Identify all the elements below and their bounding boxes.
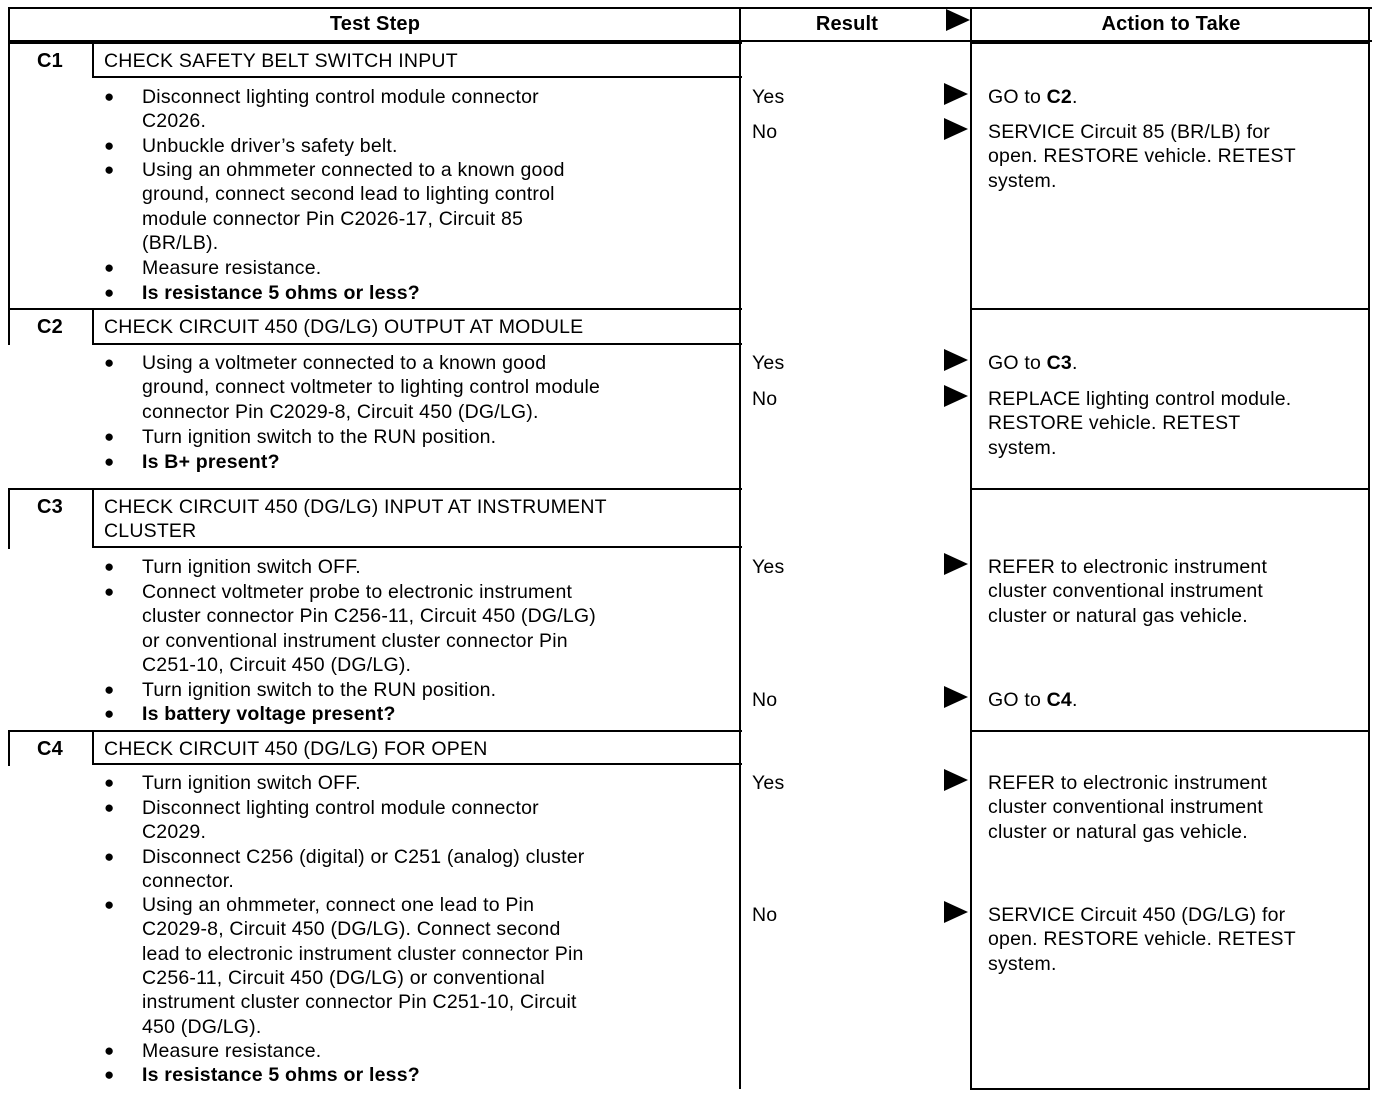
goto-step-ref: C4 bbox=[1046, 689, 1072, 711]
step-question: Is battery voltage present? bbox=[142, 703, 396, 725]
step-instruction: Disconnect C256 (digital) or C251 (analog) cluster bbox=[142, 846, 585, 868]
action-segment: cluster conventional instrument bbox=[988, 796, 1264, 819]
bullet-icon: ● bbox=[104, 160, 115, 179]
action-divider bbox=[970, 7, 972, 1089]
bullet-icon: ● bbox=[104, 283, 115, 302]
action-segment: system. bbox=[988, 436, 1057, 459]
action-text bbox=[988, 688, 1078, 712]
action-segment: . bbox=[1071, 86, 1078, 108]
bullet-icon: ● bbox=[104, 427, 115, 446]
action-text bbox=[988, 604, 1248, 628]
step-instruction: cluster connector Pin C256-11, Circuit 450 (DG/LG) bbox=[142, 605, 596, 628]
step-instruction: Using an ohmmeter connected to a known good bbox=[142, 159, 565, 181]
step-c2-top-rule bbox=[8, 308, 742, 310]
bullet-icon: ● bbox=[104, 1041, 115, 1060]
action-text bbox=[988, 579, 1263, 603]
step-instruction: 450 (DG/LG). bbox=[142, 1015, 262, 1038]
step-instruction: Connect voltmeter probe to electronic instrument bbox=[142, 581, 573, 603]
step-instruction: Using a voltmeter connected to a known good bbox=[142, 352, 547, 374]
pointer-arrow-icon bbox=[944, 385, 968, 407]
step-instruction: Unbuckle driver’s safety belt. bbox=[142, 135, 398, 157]
header-result: Result bbox=[815, 13, 879, 35]
step-instruction: C2029-8, Circuit 450 (DG/LG). Connect second bbox=[142, 918, 561, 941]
step-question: Is resistance 5 ohms or less? bbox=[142, 282, 420, 304]
action-segment: REPLACE lighting control module. bbox=[988, 388, 1292, 410]
step-question: Is resistance 5 ohms or less? bbox=[142, 1064, 420, 1086]
bullet-icon: ● bbox=[104, 87, 115, 106]
step-id-divider bbox=[92, 308, 94, 344]
step-instruction: Measure resistance. bbox=[142, 257, 322, 279]
result-no-label: No bbox=[752, 904, 778, 926]
result-yes-label: Yes bbox=[752, 86, 785, 108]
step-instruction: Turn ignition switch to the RUN position. bbox=[142, 426, 497, 448]
step-title-rule bbox=[92, 763, 742, 765]
pointer-arrow-icon bbox=[944, 553, 968, 575]
step-instruction: Using an ohmmeter, connect one lead to Pin bbox=[142, 894, 535, 916]
action-text bbox=[988, 85, 1078, 109]
header-action: Action to Take bbox=[1101, 13, 1241, 35]
action-segment: open. RESTORE vehicle. RETEST bbox=[988, 928, 1296, 951]
goto-step-ref: C3 bbox=[1046, 352, 1072, 374]
action-text bbox=[988, 387, 1291, 411]
step-instruction: C2026. bbox=[142, 110, 207, 133]
right-border bbox=[1368, 7, 1370, 1089]
result-no-label: No bbox=[752, 689, 778, 711]
pointer-arrow-icon bbox=[944, 769, 968, 791]
step-title-rule bbox=[92, 546, 742, 548]
action-segment: cluster conventional instrument bbox=[988, 580, 1264, 603]
step-instruction: Turn ignition switch OFF. bbox=[142, 556, 361, 578]
action-segment: GO to bbox=[988, 689, 1047, 711]
header-test-step: Test Step bbox=[329, 13, 421, 35]
action-text bbox=[988, 820, 1248, 844]
action-text bbox=[988, 952, 1057, 976]
step-instruction: Turn ignition switch OFF. bbox=[142, 772, 361, 794]
pointer-arrow-icon bbox=[946, 9, 970, 31]
step-instruction: connector. bbox=[142, 870, 234, 893]
bullet-icon: ● bbox=[104, 136, 115, 155]
action-segment: GO to bbox=[988, 352, 1047, 374]
action-segment: system. bbox=[988, 169, 1057, 192]
step-title-rule bbox=[92, 76, 742, 78]
action-text bbox=[988, 771, 1267, 795]
step-instruction: instrument cluster connector Pin C251-10, Circuit bbox=[142, 991, 577, 1014]
step-instruction: connector Pin C2029-8, Circuit 450 (DG/LG). bbox=[142, 400, 539, 423]
pointer-arrow-icon bbox=[944, 83, 968, 105]
step-title: CHECK CIRCUIT 450 (DG/LG) INPUT AT INSTRUMENT bbox=[104, 496, 607, 518]
step-id: C4 bbox=[37, 738, 63, 760]
step-title-rule bbox=[92, 343, 742, 345]
bullet-icon: ● bbox=[104, 452, 115, 471]
action-segment: cluster or natural gas vehicle. bbox=[988, 820, 1248, 843]
bottom-rule bbox=[970, 1088, 1370, 1090]
action-text bbox=[988, 555, 1267, 579]
action-segment: REFER to electronic instrument bbox=[988, 772, 1268, 794]
step-instruction: Disconnect lighting control module connector bbox=[142, 797, 539, 819]
step-title: CHECK CIRCUIT 450 (DG/LG) FOR OPEN bbox=[104, 738, 488, 760]
bullet-icon: ● bbox=[104, 353, 115, 372]
step-instruction: lead to electronic instrument cluster connector Pin bbox=[142, 942, 584, 965]
result-divider bbox=[739, 7, 741, 1089]
step-instruction: Disconnect lighting control module connector bbox=[142, 86, 539, 108]
step-instruction: C256-11, Circuit 450 (DG/LG) or conventional bbox=[142, 966, 545, 989]
pointer-arrow-icon bbox=[944, 901, 968, 923]
action-text bbox=[988, 927, 1296, 951]
result-no-label: No bbox=[752, 388, 778, 410]
action-segment: SERVICE Circuit 450 (DG/LG) for bbox=[988, 904, 1286, 926]
step-title: CHECK SAFETY BELT SWITCH INPUT bbox=[104, 50, 458, 72]
step-instruction: ground, connect voltmeter to lighting control module bbox=[142, 376, 601, 399]
step-title: CHECK CIRCUIT 450 (DG/LG) OUTPUT AT MODULE bbox=[104, 316, 584, 338]
bullet-icon: ● bbox=[104, 798, 115, 817]
header-top-rule bbox=[8, 7, 1372, 9]
action-segment: . bbox=[1071, 689, 1078, 711]
action-segment: SERVICE Circuit 85 (BR/LB) for bbox=[988, 121, 1270, 143]
step-id-divider bbox=[92, 42, 94, 78]
action-row-rule bbox=[970, 730, 1370, 732]
step-c3-top-rule bbox=[8, 488, 742, 490]
step-instruction: C2029. bbox=[142, 821, 207, 844]
action-row-rule bbox=[970, 308, 1370, 310]
goto-step-ref: C2 bbox=[1046, 86, 1072, 108]
step-id-divider bbox=[92, 488, 94, 548]
pointer-arrow-icon bbox=[944, 118, 968, 140]
bullet-icon: ● bbox=[104, 847, 115, 866]
action-segment: open. RESTORE vehicle. RETEST bbox=[988, 145, 1296, 168]
step-id: C3 bbox=[37, 496, 63, 518]
step-instruction: Measure resistance. bbox=[142, 1040, 322, 1062]
action-segment: REFER to electronic instrument bbox=[988, 556, 1268, 578]
action-text bbox=[988, 351, 1078, 375]
bullet-icon: ● bbox=[104, 557, 115, 576]
action-segment: . bbox=[1071, 352, 1078, 374]
step-question: Is B+ present? bbox=[142, 451, 280, 473]
action-row-rule bbox=[970, 42, 1370, 44]
action-text bbox=[988, 436, 1057, 460]
action-text bbox=[988, 169, 1057, 193]
action-text bbox=[988, 411, 1240, 435]
result-yes-label: Yes bbox=[752, 352, 785, 374]
bullet-icon: ● bbox=[104, 704, 115, 723]
bullet-icon: ● bbox=[104, 1065, 115, 1084]
step-c4-top-rule bbox=[8, 730, 742, 732]
action-text bbox=[988, 795, 1263, 819]
step-c1-top-rule bbox=[8, 42, 742, 44]
step-id: C2 bbox=[37, 316, 63, 338]
action-text bbox=[988, 120, 1270, 144]
step-id: C1 bbox=[37, 50, 63, 72]
action-segment: system. bbox=[988, 952, 1057, 975]
result-yes-label: Yes bbox=[752, 556, 785, 578]
result-no-label: No bbox=[752, 121, 778, 143]
action-text bbox=[988, 144, 1296, 168]
action-segment: cluster or natural gas vehicle. bbox=[988, 604, 1248, 627]
step-title: CLUSTER bbox=[104, 520, 197, 543]
action-segment: RESTORE vehicle. RETEST bbox=[988, 412, 1241, 435]
bullet-icon: ● bbox=[104, 680, 115, 699]
bullet-icon: ● bbox=[104, 258, 115, 277]
step-instruction: C251-10, Circuit 450 (DG/LG). bbox=[142, 653, 412, 676]
action-row-rule bbox=[970, 488, 1370, 490]
step-instruction: module connector Pin C2026-17, Circuit 85 bbox=[142, 207, 524, 230]
step-instruction: Turn ignition switch to the RUN position. bbox=[142, 679, 497, 701]
step-id-divider bbox=[92, 730, 94, 765]
step-instruction: ground, connect second lead to lighting control bbox=[142, 183, 555, 206]
step-instruction: (BR/LB). bbox=[142, 231, 219, 254]
pointer-arrow-icon bbox=[944, 349, 968, 371]
step-instruction: or conventional instrument cluster connector Pin bbox=[142, 629, 568, 652]
pointer-arrow-icon bbox=[944, 686, 968, 708]
bullet-icon: ● bbox=[104, 773, 115, 792]
action-text bbox=[988, 903, 1285, 927]
result-yes-label: Yes bbox=[752, 772, 785, 794]
bullet-icon: ● bbox=[104, 582, 115, 601]
bullet-icon: ● bbox=[104, 895, 115, 914]
action-segment: GO to bbox=[988, 86, 1047, 108]
